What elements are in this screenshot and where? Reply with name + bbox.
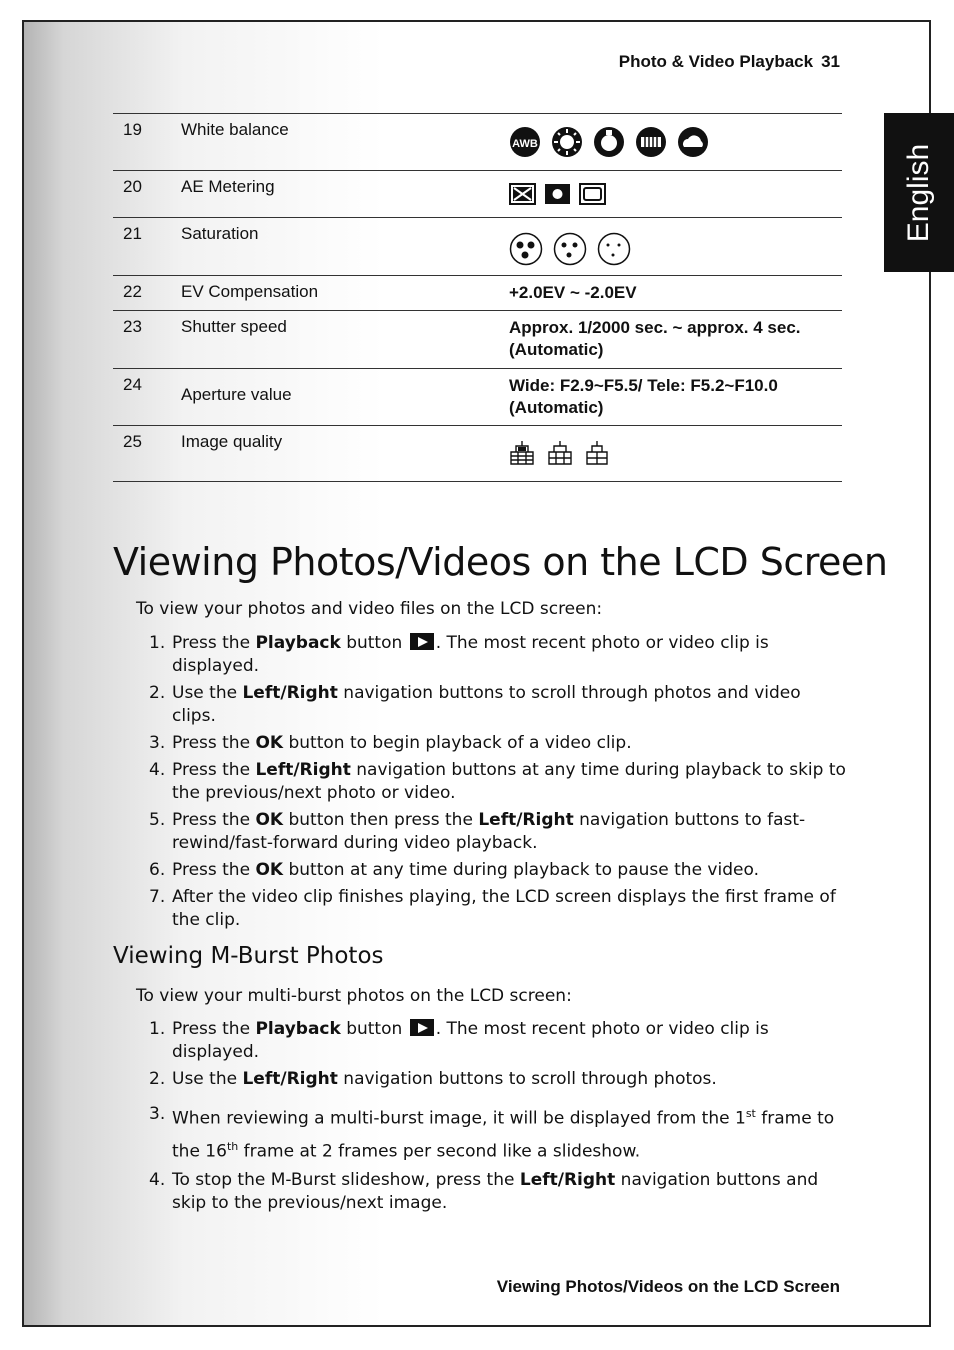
header-title: Photo & Video Playback (618, 52, 814, 71)
list-item (149, 1068, 849, 1091)
row-value (499, 171, 842, 218)
running-footer: Viewing Photos/Videos on the LCD Screen (496, 1277, 840, 1296)
step-text: button (340, 1019, 408, 1039)
step-text: frame at 2 frames per second like a slideshow. (238, 1141, 641, 1162)
list-item (149, 886, 849, 932)
step-number: 5. (149, 810, 166, 830)
step-text: button (340, 633, 408, 653)
step-number: 4. (149, 760, 166, 780)
step-bold: Left/Right (478, 810, 574, 830)
center-metering-icon (579, 183, 606, 205)
daylight-icon (551, 126, 583, 158)
tungsten-icon (593, 126, 625, 158)
row-value: Wide: F2.9~F5.5/ Tele: F5.2~F10.0 (Automatic) (499, 369, 842, 426)
step-text: Press the (172, 1019, 256, 1039)
spot-metering-icon (544, 183, 571, 205)
step-text: Press the (172, 810, 256, 830)
table-row (113, 369, 842, 426)
step-text: When reviewing a multi-burst image, it will be displayed from the 1 (172, 1108, 746, 1129)
list-item (149, 682, 849, 728)
row-number: 19 (113, 114, 171, 171)
step-number: 1. (149, 633, 166, 653)
step-text: . The most recent photo or video clip is displayed. (172, 1019, 769, 1062)
list-item (149, 1169, 849, 1215)
list-item (149, 632, 849, 678)
section-intro: To view your photos and video files on the LCD screen: (136, 599, 603, 619)
step-text: To stop the M-Burst slideshow, press the (172, 1170, 520, 1191)
row-label: AE Metering (171, 171, 499, 218)
running-header (619, 52, 840, 72)
list-item (149, 1018, 849, 1064)
row-number: 20 (113, 171, 171, 218)
quality-normal-icon (547, 440, 573, 466)
row-number: 21 (113, 218, 171, 276)
step-text: button then press the (283, 810, 479, 830)
step-bold: Left/Right (519, 1170, 616, 1191)
steps-list (149, 632, 849, 936)
step-text: Use the (172, 1069, 243, 1089)
superscript: th (226, 1139, 239, 1153)
row-value (499, 218, 842, 276)
step-number: 3. (149, 1104, 166, 1124)
list-item (149, 809, 849, 855)
subsection-intro: To view your multi-burst photos on the LCD screen: (136, 986, 572, 1006)
row-number: 22 (113, 276, 171, 311)
step-text: . The most recent photo or video clip is displayed. (172, 633, 769, 676)
row-value (499, 114, 842, 171)
table-row (113, 276, 842, 311)
step-bold: OK (255, 733, 284, 753)
row-number: 24 (113, 369, 171, 426)
table-row (113, 114, 842, 171)
quality-fine-icon (509, 440, 535, 466)
step-text: Press the (172, 860, 256, 880)
step-text: button at any time during playback to pause the video. (283, 860, 759, 880)
step-bold: OK (255, 860, 284, 880)
language-tab (884, 113, 954, 272)
row-label: White balance (171, 114, 499, 171)
step-text: navigation buttons at any time during playback to skip to the previous/next photo or video. (172, 760, 846, 803)
mburst-steps-list (149, 1018, 849, 1219)
step-number: 2. (149, 1069, 166, 1089)
playback-icon (410, 633, 434, 650)
list-item (149, 759, 849, 805)
step-text: After the video clip finishes playing, the LCD screen displays the first frame of the clip. (172, 887, 836, 930)
step-text: Use the (172, 683, 243, 703)
spec-table (113, 113, 842, 482)
row-number: 23 (113, 311, 171, 369)
step-number: 7. (149, 887, 166, 907)
step-bold: Left/Right (242, 1069, 338, 1089)
row-number: 25 (113, 426, 171, 482)
awb-icon-label: AWB (512, 138, 538, 150)
saturation-high-icon (509, 232, 543, 266)
step-bold: Playback (255, 633, 341, 653)
step-text: frame to the 16 (172, 1108, 835, 1162)
row-label: Saturation (171, 218, 499, 276)
table-row (113, 426, 842, 482)
step-bold: Left/Right (255, 760, 351, 780)
row-label: EV Compensation (171, 276, 499, 311)
row-label: Image quality (171, 426, 499, 482)
step-number: 1. (149, 1019, 166, 1039)
list-item (149, 732, 849, 755)
saturation-low-icon (597, 232, 631, 266)
step-bold: OK (255, 810, 284, 830)
page-number: 31 (821, 52, 840, 71)
step-number: 3. (149, 733, 166, 753)
step-number: 2. (149, 683, 166, 703)
saturation-normal-icon (553, 232, 587, 266)
table-row (113, 171, 842, 218)
list-item (149, 1100, 849, 1165)
section-title: Viewing Photos/Videos on the LCD Screen (113, 540, 888, 584)
fluorescent-icon (635, 126, 667, 158)
step-text: button to begin playback of a video clip. (283, 733, 632, 753)
table-row (113, 311, 842, 369)
row-value: Approx. 1/2000 sec. ~ approx. 4 sec.(Automatic) (499, 311, 842, 369)
step-text: navigation buttons to fast-rewind/fast-forward during video playback. (172, 810, 806, 853)
table-row (113, 218, 842, 276)
step-text: navigation buttons to scroll through photos. (337, 1069, 717, 1089)
language-tab-label: English (902, 143, 935, 242)
step-text: navigation buttons and skip to the previous/next image. (172, 1170, 819, 1214)
cloudy-icon (677, 126, 709, 158)
step-number: 4. (149, 1170, 166, 1191)
step-bold: Left/Right (242, 683, 338, 703)
step-text: Press the (172, 760, 256, 780)
list-item (149, 859, 849, 882)
step-text: Press the (172, 733, 256, 753)
multi-metering-icon (509, 183, 536, 205)
subsection-title: Viewing M-Burst Photos (113, 943, 384, 969)
row-label: Aperture value (171, 369, 499, 426)
step-text: navigation buttons to scroll through photos and video clips. (172, 683, 801, 726)
awb-icon (509, 126, 541, 158)
step-bold: Playback (255, 1019, 341, 1039)
row-label: Shutter speed (171, 311, 499, 369)
quality-economy-icon (585, 440, 609, 466)
row-value: +2.0EV ~ -2.0EV (499, 276, 842, 311)
step-number: 6. (149, 860, 166, 880)
row-value (499, 426, 842, 482)
superscript: st (745, 1107, 756, 1120)
playback-icon (410, 1019, 434, 1036)
step-text: Press the (172, 633, 256, 653)
